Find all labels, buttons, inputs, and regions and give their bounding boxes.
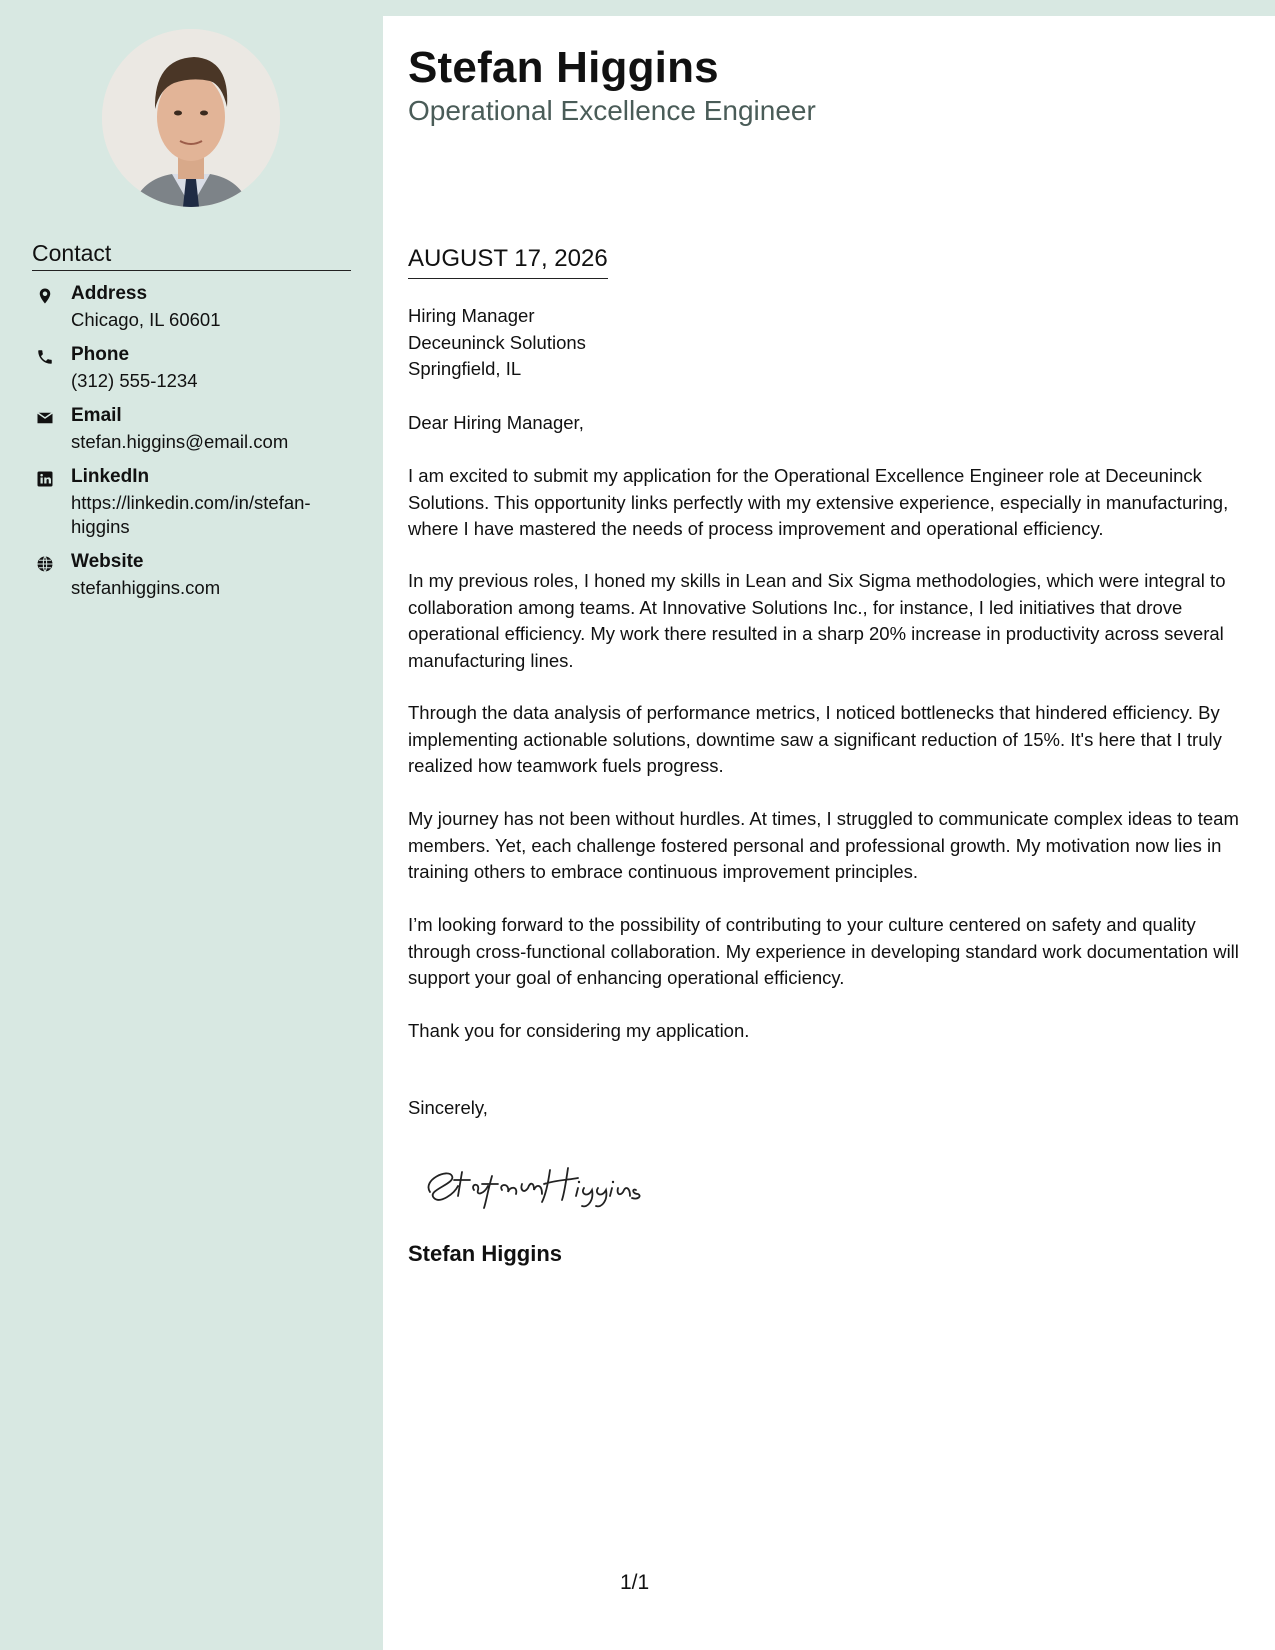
body-paragraph: My journey has not been without hurdles. At times, I struggled to communicate complex ideas to team members. Yet, each challenge fostered personal and professional growth. My motivation now lies in training others to embrace continuous improvement principles. xyxy=(408,808,1239,882)
closing: Sincerely, xyxy=(408,1097,488,1118)
contact-value: https://linkedin.com/in/stefan-higgins xyxy=(71,492,311,537)
contact-label: Website xyxy=(71,551,144,572)
contact-label: Email xyxy=(71,405,122,426)
envelope-icon xyxy=(34,407,56,429)
contact-label: LinkedIn xyxy=(71,466,150,487)
body-paragraph: I’m looking forward to the possibility of contributing to your culture centered on safety and quality through cross-functional collaboration. My experience in developing standard work documentation will support your goal of enhancing operational efficiency. xyxy=(408,914,1239,988)
profile-photo xyxy=(102,29,280,207)
salutation: Dear Hiring Manager, xyxy=(408,412,584,433)
linkedin-icon xyxy=(34,468,56,490)
signer-name: Stefan Higgins xyxy=(408,1241,563,1266)
contact-value: stefanhiggins.com xyxy=(71,577,221,598)
applicant-name: Stefan Higgins xyxy=(408,43,719,92)
letter-date: AUGUST 17, 2026 xyxy=(408,245,608,279)
sidebar xyxy=(0,0,383,1650)
body-paragraph: I am excited to submit my application for the Operational Excellence Engineer role at Deceuninck Solutions. This opportunity links perfectly with my extensive experience, especially in manufacturing, where I have mastered the needs of process improvement and operational efficiency. xyxy=(408,465,1229,539)
body-paragraph: Thank you for considering my application. xyxy=(408,1020,750,1041)
body-paragraph: Through the data analysis of performance metrics, I noticed bottlenecks that hindered efficiency. By implementing actionable solutions, downtime saw a significant reduction of 15%. It's here that I truly realized how teamwork fuels progress. xyxy=(408,702,1222,776)
page-number: 1/1 xyxy=(620,1571,650,1594)
phone-icon xyxy=(34,346,56,368)
signature xyxy=(418,1150,658,1210)
contact-value: Chicago, IL 60601 xyxy=(71,309,221,330)
map-pin-icon xyxy=(34,285,56,307)
contact-value: stefan.higgins@email.com xyxy=(71,431,289,452)
body-paragraph: In my previous roles, I honed my skills in Lean and Six Sigma methodologies, which were integral to collaboration among teams. At Innovative Solutions Inc., for instance, I led initiatives that drove operational efficiency. My work there resulted in a sharp 20% increase in productivity across several manufacturing lines. xyxy=(408,570,1226,671)
recipient-block xyxy=(408,303,586,383)
contact-label: Phone xyxy=(71,344,130,365)
contact-label: Address xyxy=(71,283,148,304)
recipient-line: Hiring Manager xyxy=(408,305,535,326)
applicant-title: Operational Excellence Engineer xyxy=(408,95,816,126)
recipient-line: Springfield, IL xyxy=(408,358,522,379)
contact-heading: Contact xyxy=(32,240,351,271)
contact-value: (312) 555-1234 xyxy=(71,370,198,391)
globe-icon xyxy=(34,553,56,575)
recipient-line: Deceuninck Solutions xyxy=(408,331,586,353)
